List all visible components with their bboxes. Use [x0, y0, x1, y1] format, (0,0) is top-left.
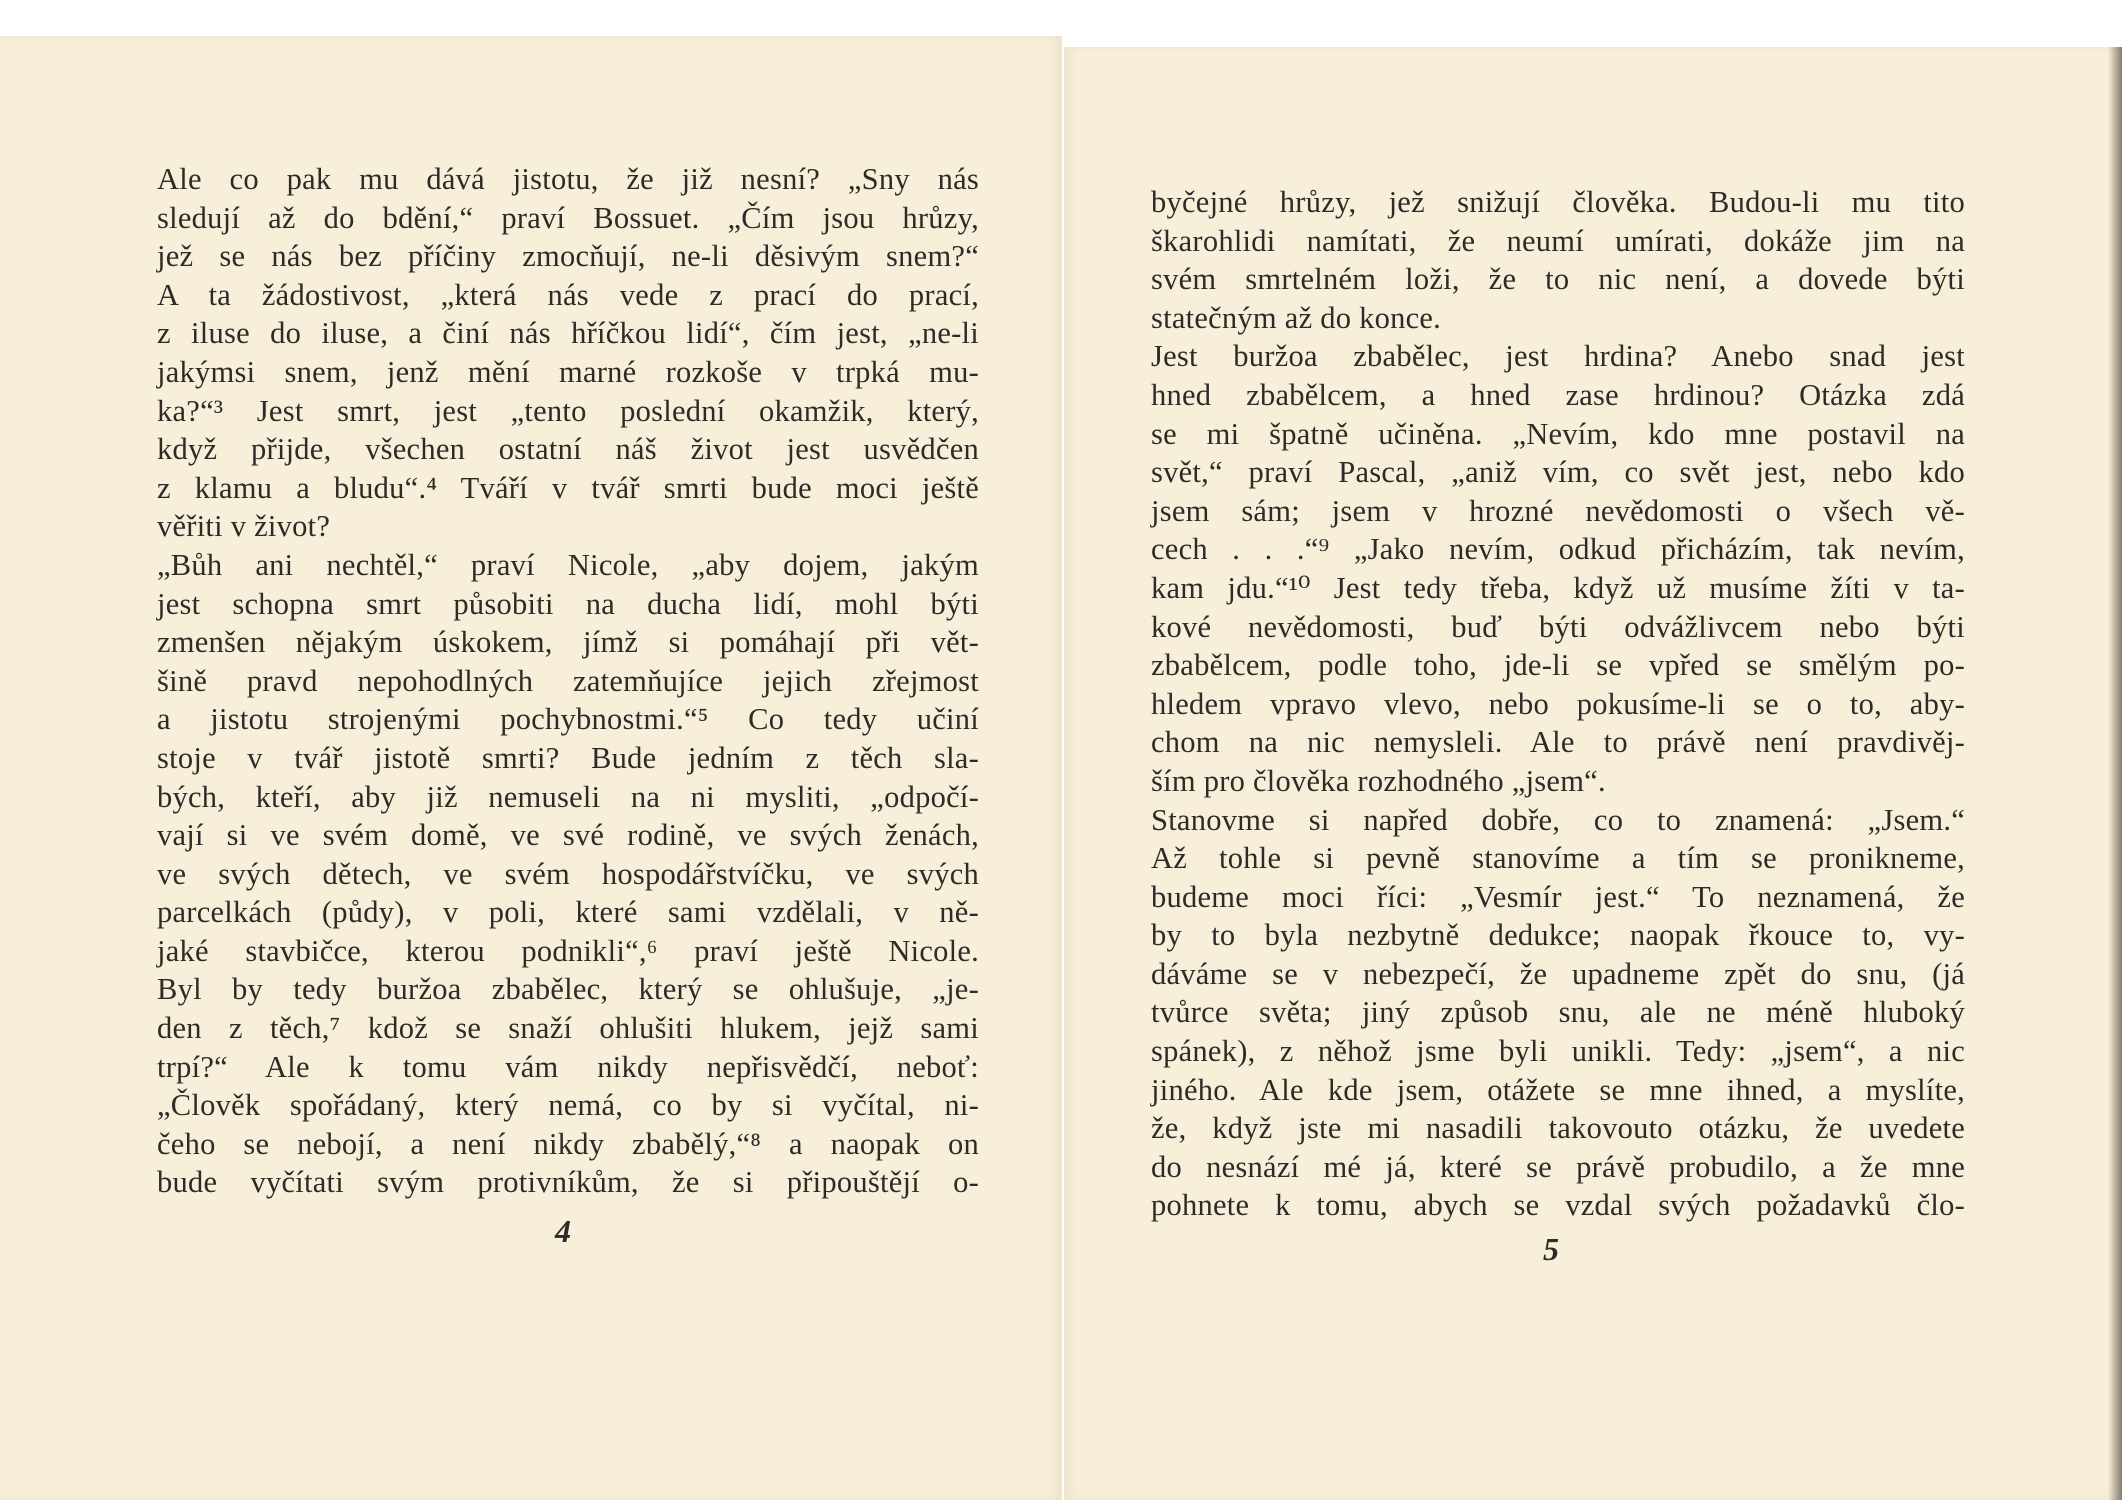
text-line: šině pravd nepohodlných zatemňujíce jejich zřejmost: [157, 663, 979, 698]
text-line: jakýmsi snem, jenž mění marné rozkoše v trpká mu-: [157, 354, 979, 389]
text-line: ka?“³ Jest smrt, jest „tento poslední okamžik, který,: [157, 393, 979, 428]
text-line: z iluse do iluse, a činí nás hříčkou lidí“, čím jest, „ne-li: [157, 316, 979, 351]
text-line: dáváme se v nebezpečí, že upadneme zpět do snu, (já: [1151, 956, 1965, 991]
text-line: svět,“ praví Pascal, „aniž vím, co svět jest, nebo kdo: [1151, 455, 1965, 490]
left-page: [0, 36, 1062, 1500]
text-line: parcelkách (půdy), v poli, které sami vzdělali, v ně-: [157, 895, 979, 930]
page-number: 5: [1543, 1231, 1559, 1267]
text-line: hledem vpravo vlevo, nebo pokusíme-li se o to, aby-: [1151, 686, 1965, 721]
text-line: zbabělcem, podle toho, jde-li se vpřed se smělým po-: [1151, 648, 1965, 683]
text-line: budeme moci říci: „Vesmír jest.“ To neznamená, že: [1151, 879, 1965, 914]
text-line: sledují až do bdění,“ praví Bossuet. „Čím jsou hrůzy,: [157, 200, 979, 235]
text-line: se mi špatně učiněna. „Nevím, kdo mne postavil na: [1151, 416, 1965, 451]
text-line: Jest buržoa zbabělec, jest hrdina? Anebo snad jest: [1151, 339, 1965, 374]
text-line: že, když jste mi nasadili takovouto otázku, že uvedete: [1151, 1111, 1965, 1146]
text-line: tvůrce světa; jiný způsob snu, ale ne méně hluboký: [1151, 995, 1965, 1030]
text-line: a jistotu strojenými pochybnostmi.“⁵ Co tedy učiní: [157, 702, 979, 737]
text-line: Až tohle si pevně stanovíme a tím se pronikneme,: [1151, 841, 1965, 876]
page-number: 4: [555, 1213, 571, 1249]
text-line: „Bůh ani nechtěl,“ praví Nicole, „aby dojem, jakým: [157, 547, 979, 582]
text-line: Stanovme si napřed dobře, co to znamená: „Jsem.“: [1151, 802, 1965, 837]
text-line: cech . . .“⁹ „Jako nevím, odkud přicházím, tak nevím,: [1151, 532, 1965, 567]
text-line: věřiti v život?: [157, 509, 331, 544]
text-line: zmenšen nějakým úskokem, jímž si pomáhají při vět-: [157, 625, 979, 660]
text-line: hned zbabělcem, a hned zase hrdinou? Otázka zdá: [1151, 377, 1965, 412]
text-line: Byl by tedy buržoa zbabělec, který se ohlušuje, „je-: [157, 972, 979, 1007]
text-line: z klamu a bludu“.⁴ Tváří v tvář smrti bude moci ještě: [157, 470, 979, 505]
text-line: spánek), z něhož jsme byli unikli. Tedy: „jsem“, a nic: [1151, 1034, 1965, 1069]
text-line: statečným až do konce.: [1151, 300, 1442, 335]
right-page: [1064, 47, 2122, 1500]
text-line: čeho se nebojí, a není nikdy zbabělý,“⁸ a naopak on: [157, 1126, 979, 1161]
text-line: ve svých dětech, ve svém hospodářstvíčku, ve svých: [157, 856, 979, 891]
text-line: kové nevědomosti, buď býti odvážlivcem nebo býti: [1151, 609, 1965, 644]
text-line: jsem sám; jsem v hrozné nevědomosti o všech vě-: [1151, 493, 1965, 528]
left-page-text: [157, 160, 979, 1202]
text-line: „Člověk spořádaný, který nemá, co by si vyčítal, ni-: [157, 1088, 979, 1123]
text-line: škarohlidi namítati, že neumí umírati, dokáže jim na: [1151, 223, 1965, 258]
text-line: do nesnází mé já, které se právě probudilo, a že mne: [1151, 1149, 1965, 1184]
text-line: trpí?“ Ale k tomu vám nikdy nepřisvědčí, neboť:: [157, 1049, 979, 1084]
text-line: Ale co pak mu dává jistotu, že již nesní? „Sny nás: [157, 162, 979, 196]
text-line: kam jdu.“¹⁰ Jest tedy třeba, když už musíme žíti v ta-: [1151, 570, 1965, 605]
text-line: bude vyčítati svým protivníkům, že si připouštějí o-: [157, 1165, 979, 1200]
text-line: ším pro člověka rozhodného „jsem“.: [1151, 763, 1606, 798]
text-line: svém smrtelném loži, že to nic není, a dovede býti: [1151, 262, 1965, 297]
text-line: by to byla nezbytně dedukce; naopak řkouce to, vy-: [1151, 918, 1965, 953]
text-line: jiného. Ale kde jsem, otážete se mne ihned, a myslíte,: [1151, 1072, 1965, 1107]
text-line: chom na nic nemysleli. Ale to právě není pravdivěj-: [1151, 725, 1965, 760]
text-line: když přijde, všechen ostatní náš život jest usvědčen: [157, 432, 979, 467]
text-line: A ta žádostivost, „která nás vede z prací do prací,: [157, 277, 979, 312]
text-line: bých, kteří, aby již nemuseli na ni mysliti, „odpočí-: [157, 779, 979, 814]
text-line: vají si ve svém domě, ve své rodině, ve svých ženách,: [157, 818, 979, 853]
text-line: byčejné hrůzy, jež snižují člověka. Budou-li mu tito: [1151, 185, 1965, 219]
text-line: jaké stavbičce, kterou podnikli“,⁶ praví ještě Nicole.: [157, 933, 979, 968]
text-line: den z těch,⁷ kdož se snaží ohlušiti hlukem, jejž sami: [157, 1011, 979, 1046]
text-line: jest schopna smrt působiti na ducha lidí, mohl býti: [157, 586, 979, 621]
text-line: pohnete k tomu, abych se vzdal svých požadavků člo-: [1151, 1188, 1965, 1223]
right-page-text: [1151, 183, 1965, 1225]
text-line: stoje v tvář jistotě smrti? Bude jedním z těch sla-: [157, 740, 979, 775]
text-line: jež se nás bez příčiny zmocňují, ne-li děsivým snem?“: [157, 239, 979, 274]
